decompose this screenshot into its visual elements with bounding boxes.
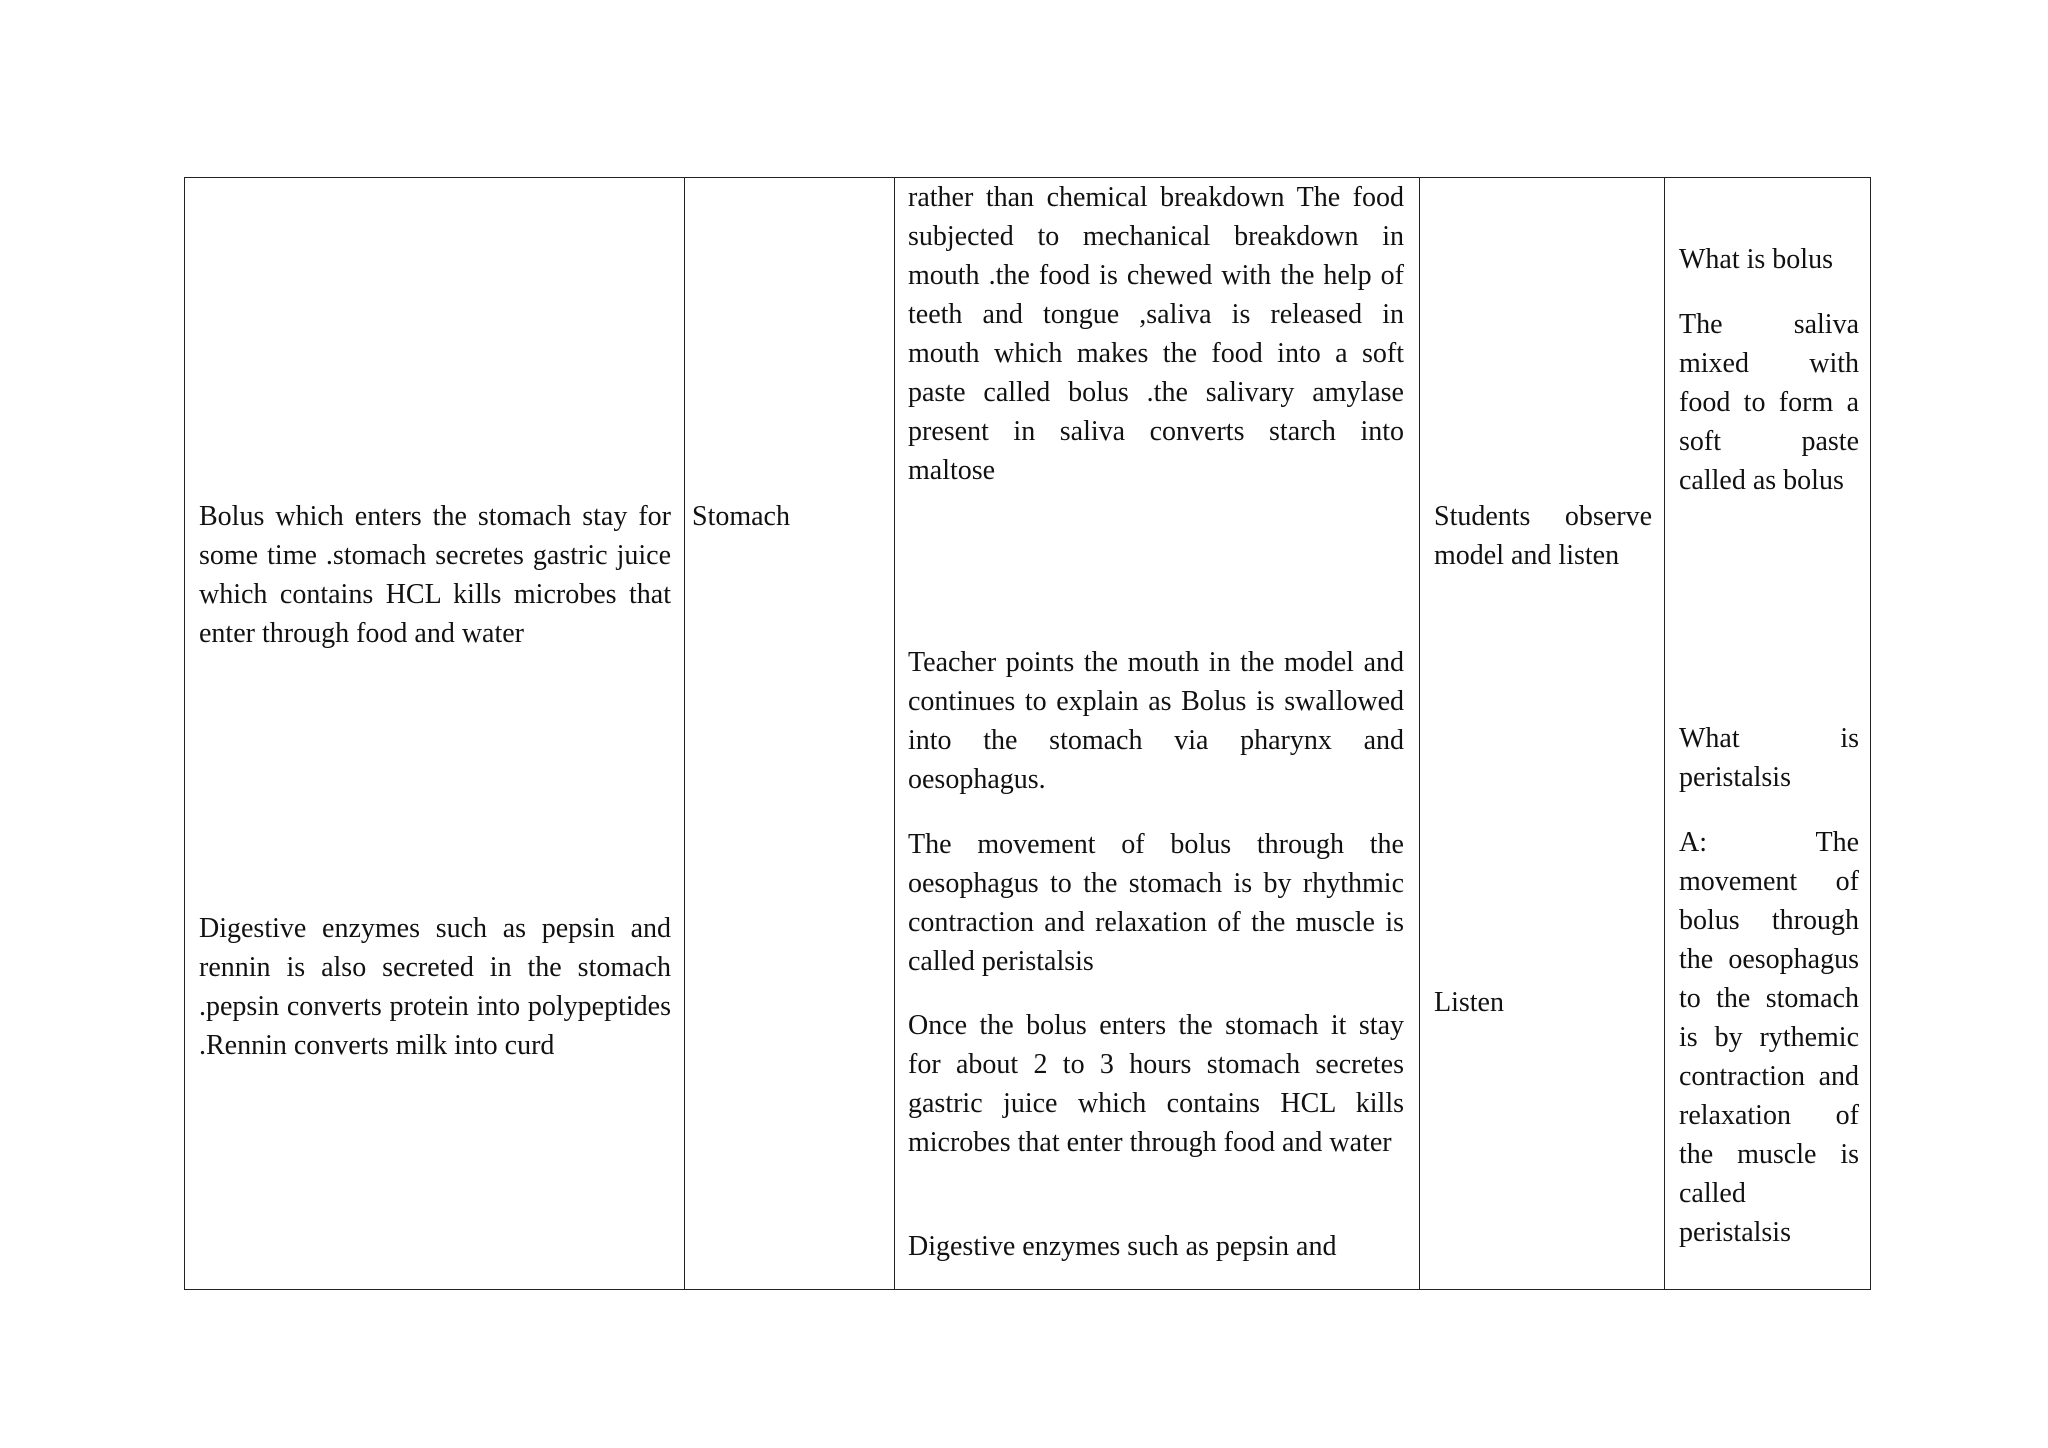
teacher-activity-paragraph: The movement of bolus through the oesophagus to the stomach is by rhythmic contraction and relaxation of the muscle is called peristalsis (908, 829, 1404, 977)
teacher-activity-paragraph: Digestive enzymes such as pepsin and (908, 1231, 1337, 1262)
evaluation-answer: A: The movement of bolus through the oesophagus to the stomach is by rythemic contraction and relaxation of the muscle is called peristalsis (1679, 827, 1859, 1248)
column-divider (684, 178, 685, 1289)
teacher-activity-paragraph: Once the bolus enters the stomach it stay for about 2 to 3 hours stomach secretes gastric juice which contains HCL kills microbes that enter through food and water (908, 1010, 1404, 1158)
column-divider (894, 178, 895, 1289)
teacher-activity-paragraph: rather than chemical breakdown The food subjected to mechanical breakdown in mouth .the food is chewed with the help of teeth and tongue ,saliva is released in mouth which makes the food into a soft paste called bolus .the salivary amylase present in saliva converts starch into maltose (908, 182, 1404, 486)
topic-label: Stomach (692, 501, 790, 532)
evaluation-question: What is bolus (1679, 244, 1833, 275)
student-activity-paragraph: Listen (1434, 987, 1504, 1018)
evaluation-answer: The saliva mixed with food to form a soft paste called as bolus (1679, 309, 1859, 496)
column-divider (1664, 178, 1665, 1289)
teacher-activity-paragraph: Teacher points the mouth in the model and continues to explain as Bolus is swallowed into the stomach via pharynx and oesophagus. (908, 647, 1404, 795)
lesson-plan-table (184, 177, 1871, 1290)
student-activity-paragraph: Students observe model and listen (1434, 501, 1652, 571)
column-divider (1419, 178, 1420, 1289)
evaluation-question: What is peristalsis (1679, 723, 1859, 793)
content-paragraph: Digestive enzymes such as pepsin and rennin is also secreted in the stomach .pepsin converts protein into polypeptides .Rennin converts milk into curd (199, 913, 671, 1061)
content-paragraph: Bolus which enters the stomach stay for some time .stomach secretes gastric juice which contains HCL kills microbes that enter through food and water (199, 501, 671, 649)
